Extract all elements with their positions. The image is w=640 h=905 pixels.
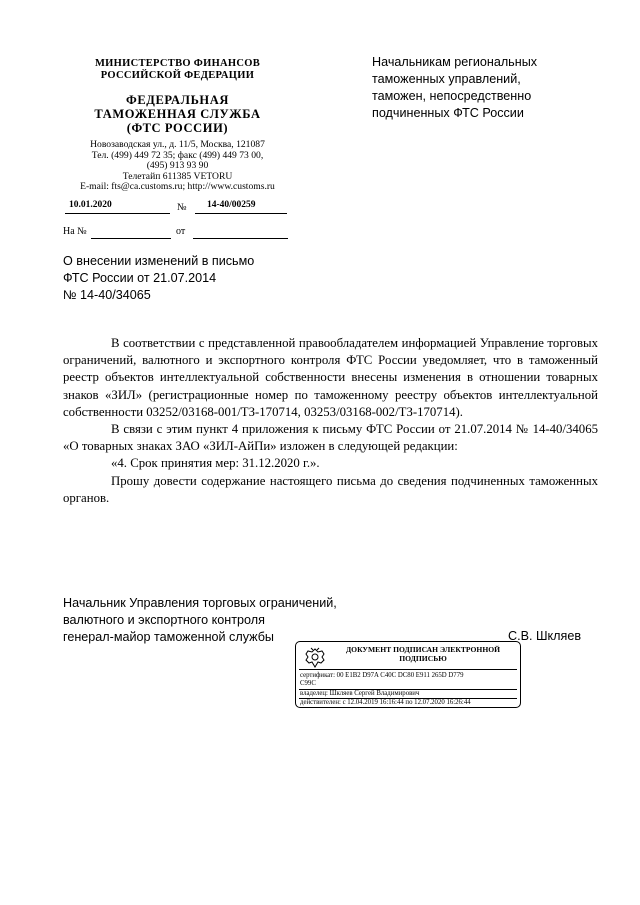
ministry-name [55,58,300,82]
electronic-signature-stamp [295,641,521,708]
signer-title [63,595,383,646]
letter-body [63,335,598,507]
emblem-icon [302,645,328,671]
stamp-validity: действителен: с 12.04.2019 16:16:44 по 12.07.2020 16:26:44 [300,699,471,706]
addressee-line-4: подчиненных ФТС России [372,106,524,120]
stamp-title-line-1: ДОКУМЕНТ ПОДПИСАН ЭЛЕКТРОННОЙ [345,645,501,654]
addressee [372,54,602,122]
ministry-line-2: РОССИЙСКОЙ ФЕДЕРАЦИИ [100,70,255,81]
addressee-line-3: таможен, непосредственно [372,89,532,103]
number-sign: № [177,202,187,213]
subject-line-3: № 14-40/34065 [63,288,151,302]
stamp-title-line-2: ПОДПИСЬЮ [399,654,447,663]
body-paragraph-1: В соответствии с представленной правообладателем информацией Управление торговых ограничений, валютного и экспортного контроля ФТС России уведомляет, что в таможенный реестр объектов интеллектуальной собственности внесены изменения в отношении товарных знаков «ЗИЛ» (регистрационные номер по таможенному реестру объектов интеллектуальной собственности 03252/03168-001/ТЗ-170714, 03253/03168-002/ТЗ-170714). [63,336,598,419]
ministry-line-1: МИНИСТЕРСТВО ФИНАНСОВ [94,58,261,69]
signer-line-3: генерал-майор таможенной службы [63,630,274,644]
subject-line-1: О внесении изменений в письмо [63,254,255,268]
letter-number: 14-40/00259 [195,198,287,214]
from-blank [193,238,288,239]
stamp-title [330,645,516,663]
stamp-certificate-1: сертификат: 00 E1B2 D97A C40C DC80 E911 265D D779 [300,672,464,679]
signer-line-2: валютного и экспортного контроля [63,613,265,627]
addressee-line-2: таможенных управлений, [372,72,521,86]
service-line-2: ТАМОЖЕННАЯ СЛУЖБА [94,107,261,121]
signer-line-1: Начальник Управления торговых ограничений, [63,596,337,610]
body-paragraph-2: В связи с этим пункт 4 приложения к письму ФТС России от 21.07.2014 № 14-40/34065 «О товарных знаках ЗАО «ЗИЛ-АйПи» изложен в следующей редакции: [63,422,598,454]
signer-name: С.В. Шкляев [508,629,582,643]
address-line-3: (495) 913 93 90 [146,160,209,171]
service-address [55,140,300,182]
stamp-certificate-2: C99C [300,680,316,687]
stamp-owner: владелец: Шкляев Сергей Владимирович [300,690,420,697]
service-name [55,93,300,135]
service-line-3: (ФТС РОССИИ) [126,121,229,135]
letter-date: 10.01.2020 [65,198,170,214]
service-email: E-mail: fts@ca.customs.ru; http://www.customs.ru [80,181,275,192]
address-line-2: Тел. (499) 449 72 35; факс (499) 449 73 00, [91,149,264,161]
subject-line-2: ФТС России от 21.07.2014 [63,271,217,285]
body-paragraph-3: «4. Срок принятия мер: 31.12.2020 г.». [111,456,320,471]
body-paragraph-4: Прошу довести содержание настоящего письма до сведения подчиненных таможенных органов. [63,473,598,505]
reference-label: На № [63,226,87,237]
address-line-4: Телетайп 611385 VETORU [122,170,233,182]
from-label: от [176,226,186,237]
subject [63,253,293,304]
incoming-reference [63,224,293,242]
addressee-line-1: Начальникам региональных [372,55,538,69]
address-line-1: Новозаводская ул., д. 11/5, Москва, 121087 [90,139,265,150]
reference-blank [91,238,171,239]
outgoing-reference [65,198,290,218]
service-line-1: ФЕДЕРАЛЬНАЯ [125,93,230,107]
stamp-divider [299,669,517,670]
